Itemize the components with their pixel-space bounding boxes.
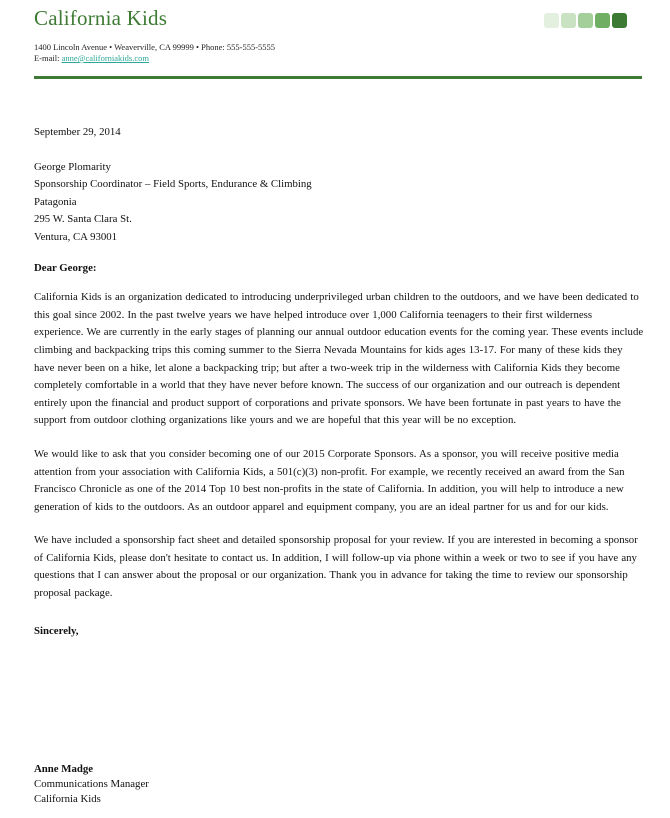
decorative-square-3 [578, 13, 593, 28]
closing: Sincerely, [34, 624, 79, 637]
decorative-square-4 [595, 13, 610, 28]
address-line: 1400 Lincoln Avenue • Weaverville, CA 99999 • Phone: 555-555-5555 [34, 42, 276, 52]
decorative-square-1 [544, 13, 559, 28]
decorative-square-2 [561, 13, 576, 28]
recipient-city: Ventura, CA 93001 [34, 230, 118, 243]
recipient-company: Patagonia [34, 195, 77, 208]
signer-title: Communications Manager [34, 778, 149, 790]
recipient-street: 295 W. Santa Clara St. [34, 213, 132, 226]
signature-block [34, 762, 149, 807]
letter-body [34, 124, 644, 640]
header-divider [34, 76, 642, 79]
signer-name: Anne Madge [34, 763, 94, 775]
decorative-square-5 [612, 13, 627, 28]
recipient-title: Sponsorship Coordinator – Field Sports, Endurance & Climbing [34, 178, 312, 191]
decorative-squares [544, 13, 627, 28]
org-name: California Kids [34, 6, 168, 30]
recipient-block [34, 159, 644, 247]
recipient-name: George Plomarity [34, 160, 111, 173]
email-label: E-mail: [34, 53, 62, 63]
paragraph-1: California Kids is an organization dedicated to introducing underprivileged urban children to the outdoors, and we have been dedicated to this goal since 2002. In the past twelve years we have helped introduce over 1,000 California teenagers to their first wilderness experience. We are currently in the early stages of planning our annual outdoor education events for the coming year. These events include climbing and backpacking trips this coming summer to the Sierra Nevada Mountains for kids ages 13-17. For many of these kids they have never been on a hike, let alone a backpacking trip; but after a two-week trip in the wilderness with California Kids they become completely comfortable in a world that they have never before known. The success of our organization and our outreach is dependent entirely upon the financial and product support of corporations and private sponsors. We have been fortunate in past years to have the support from outdoor clothing organizations like yours and we are hopeful that this year will be no exception. [34, 291, 644, 427]
salutation: Dear George: [34, 261, 97, 274]
email-link[interactable]: anne@californiakids.com [61, 53, 149, 63]
paragraph-2: We would like to ask that you consider becoming one of our 2015 Corporate Sponsors. As a sponsor, you will receive positive media attention from your association with California Kids, a 501(c)(3) non-profit. For example, we recently received an award from the San Francisco Chronicle as one of the 2014 Top 10 best non-profits in the state of California. In addition, you will help to introduce a new generation of kids to the outdoors. As an outdoor apparel and equipment company, you are an ideal partner for us and for our kids. [34, 447, 625, 513]
email-line [34, 53, 149, 63]
paragraph-3: We have included a sponsorship fact sheet and detailed sponsorship proposal for your review. If you are interested in becoming a sponsor of California Kids, please don't hesitate to contact us. In addition, I will follow-up via phone within a week or two to see if you have any questions that I can answer about the proposal or our organization. Thank you in advance for taking the time to review our sponsorship proposal package. [34, 534, 638, 600]
signer-org: California Kids [34, 793, 101, 805]
letter-date: September 29, 2014 [34, 126, 121, 138]
